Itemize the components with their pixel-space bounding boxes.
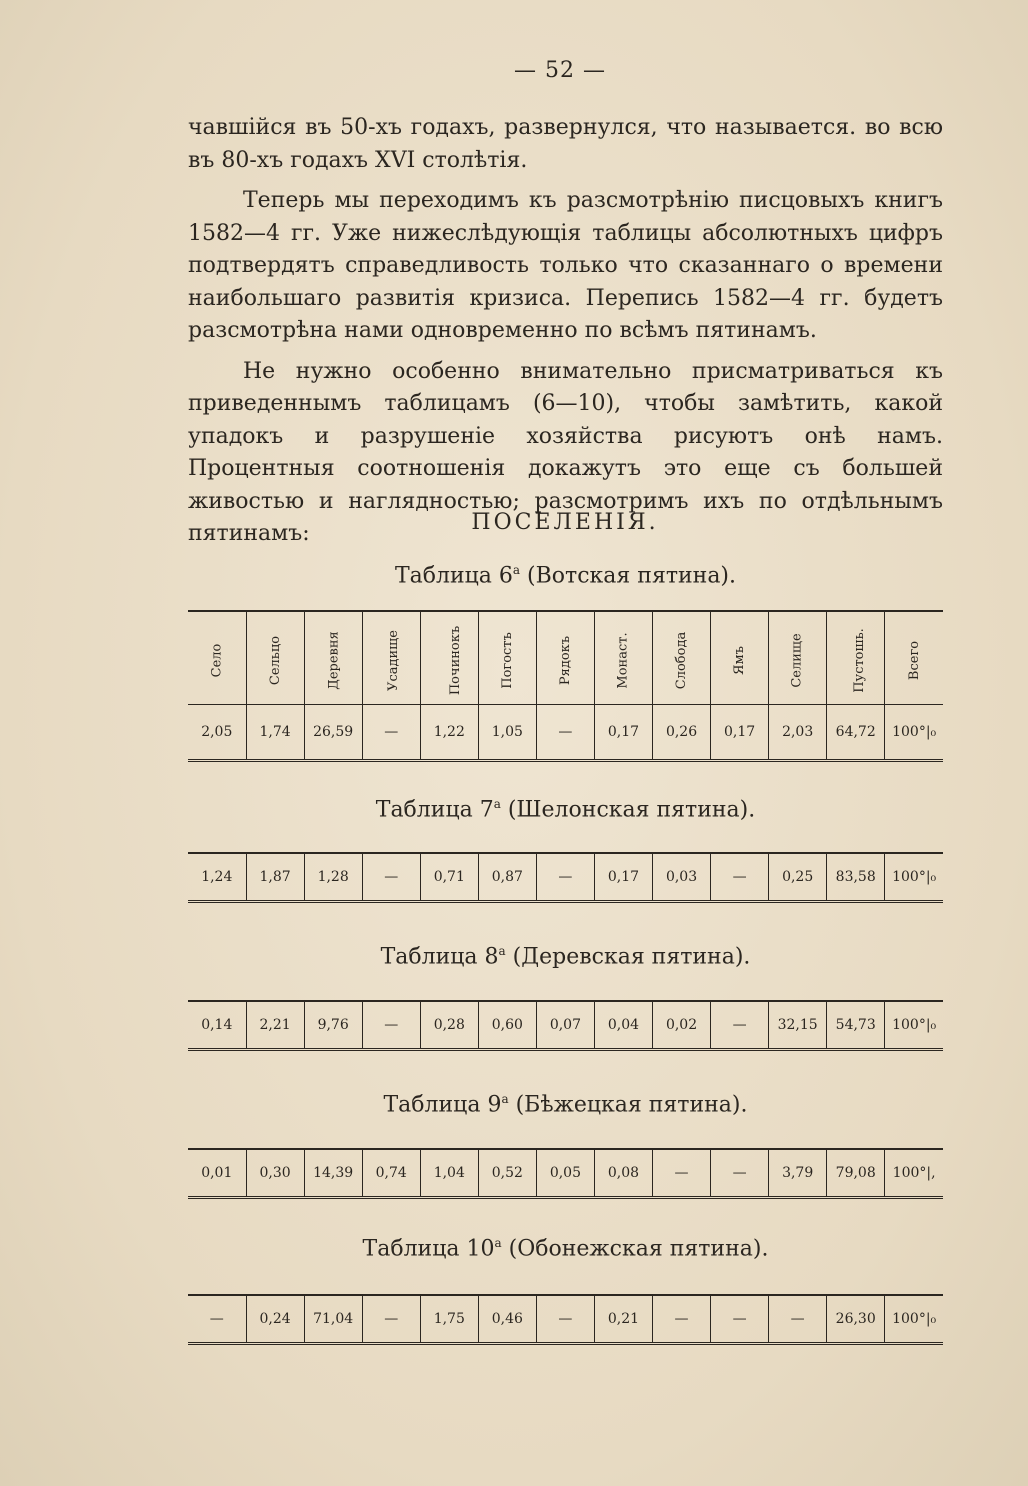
- table-cell: 1,75: [420, 1295, 478, 1344]
- table-cell: 0,03: [653, 853, 711, 902]
- caption-prefix: Таблица: [362, 1236, 467, 1262]
- col-header: Погостъ: [478, 611, 536, 705]
- table-cell: 0,05: [536, 1149, 594, 1198]
- table-cell: 100°|₀: [885, 1295, 943, 1344]
- col-header: Ямъ: [711, 611, 769, 705]
- paragraph-2: Теперь мы переходимъ къ разсмотрѣнію писцовыхъ книгъ 1582—4 гг. Уже нижеслѣдующія таблицы абсолютныхъ цифръ подтвердятъ справедливость только что сказаннаго о времени наибольшаго развитія кризиса. Перепись 1582—4 гг. будетъ разсмотрѣна нами одновременно по всѣмъ пятинамъ.: [188, 188, 943, 343]
- table-cell: —: [362, 705, 420, 761]
- table-6-caption: [188, 563, 943, 588]
- table-cell: 71,04: [304, 1295, 362, 1344]
- col-header: Усадище: [362, 611, 420, 705]
- table-title: (Вотская пятина).: [520, 563, 737, 589]
- table-cell: —: [711, 1149, 769, 1198]
- table-cell: 0,14: [188, 1001, 246, 1050]
- table-cell: —: [536, 1295, 594, 1344]
- col-header: Всего: [885, 611, 943, 705]
- table-cell: 1,28: [304, 853, 362, 902]
- table-7: [188, 852, 943, 903]
- table-cell: 26,59: [304, 705, 362, 761]
- table-cell: —: [653, 1295, 711, 1344]
- table-row: [188, 853, 943, 902]
- table-cell: —: [711, 1001, 769, 1050]
- table-cell: 79,08: [827, 1149, 885, 1198]
- table-cell: 83,58: [827, 853, 885, 902]
- table-9-caption: [188, 1092, 943, 1117]
- table-7-caption: [188, 797, 943, 822]
- table-cell: —: [536, 705, 594, 761]
- table-cell: 1,22: [420, 705, 478, 761]
- page-number: — 52 —: [514, 58, 606, 83]
- col-header: Рядокъ: [536, 611, 594, 705]
- table-cell: 0,28: [420, 1001, 478, 1050]
- caption-prefix: Таблица: [394, 563, 499, 589]
- table-cell: 2,03: [769, 705, 827, 761]
- table-cell: 0,71: [420, 853, 478, 902]
- table-cell: 3,79: [769, 1149, 827, 1198]
- table-cell: 0,08: [594, 1149, 652, 1198]
- table-row: [188, 1149, 943, 1198]
- table-cell: 2,21: [246, 1001, 304, 1050]
- table-10-caption: [188, 1236, 943, 1261]
- table-cell: 64,72: [827, 705, 885, 761]
- table-cell: —: [536, 853, 594, 902]
- table-cell: 0,24: [246, 1295, 304, 1344]
- table-cell: 0,02: [653, 1001, 711, 1050]
- caption-prefix: Таблица: [375, 797, 480, 823]
- table-cell: 0,04: [594, 1001, 652, 1050]
- table-cell: 2,05: [188, 705, 246, 761]
- col-header: Село: [188, 611, 246, 705]
- table-cell: 0,17: [711, 705, 769, 761]
- table-cell: 0,21: [594, 1295, 652, 1344]
- table-cell: —: [769, 1295, 827, 1344]
- table-number: 7: [479, 797, 494, 823]
- table-cell: 0,01: [188, 1149, 246, 1198]
- table-cell: 9,76: [304, 1001, 362, 1050]
- table-title: (Шелонская пятина).: [500, 797, 756, 823]
- col-header: Пустошь.: [827, 611, 885, 705]
- table-10: [188, 1294, 943, 1345]
- table-cell: 100°|,: [885, 1149, 943, 1198]
- table-row: [188, 1295, 943, 1344]
- table-cell: 0,17: [594, 705, 652, 761]
- table-number-sup: а: [501, 1092, 509, 1106]
- table-cell: 14,39: [304, 1149, 362, 1198]
- table-number: 9: [487, 1092, 502, 1118]
- table-cell: 100°|₀: [885, 705, 943, 761]
- col-header: Деревня: [304, 611, 362, 705]
- table-title: (Обонежская пятина).: [501, 1236, 769, 1262]
- table-row: [188, 705, 943, 761]
- col-header: Сельцо: [246, 611, 304, 705]
- caption-prefix: Таблица: [383, 1092, 488, 1118]
- table-cell: 26,30: [827, 1295, 885, 1344]
- col-header: Починокъ: [420, 611, 478, 705]
- table-cell: 32,15: [769, 1001, 827, 1050]
- table-cell: 0,46: [478, 1295, 536, 1344]
- table-header-row: [188, 611, 943, 705]
- table-cell: —: [711, 853, 769, 902]
- table-cell: —: [362, 853, 420, 902]
- table-number: 8: [484, 944, 499, 970]
- table-8: [188, 1000, 943, 1051]
- table-cell: 1,04: [420, 1149, 478, 1198]
- body-text: [188, 112, 943, 551]
- table-cell: 0,60: [478, 1001, 536, 1050]
- col-header: Селище: [769, 611, 827, 705]
- table-cell: 0,30: [246, 1149, 304, 1198]
- table-6: [188, 610, 943, 762]
- table-8-caption: [188, 944, 943, 969]
- table-cell: 0,07: [536, 1001, 594, 1050]
- table-cell: 100°|₀: [885, 1001, 943, 1050]
- table-number-sup: а: [494, 1236, 502, 1250]
- table-number: 6: [498, 563, 513, 589]
- table-cell: —: [711, 1295, 769, 1344]
- paragraph-1: чавшійся въ 50-хъ годахъ, развернулся, что называется. во всю въ 80-хъ годахъ XVI столѣтія.: [188, 115, 943, 173]
- table-cell: —: [188, 1295, 246, 1344]
- table-cell: 1,74: [246, 705, 304, 761]
- table-cell: 0,25: [769, 853, 827, 902]
- table-number-sup: а: [512, 563, 521, 577]
- section-title: ПОСЕЛЕНІЯ.: [471, 510, 659, 535]
- table-cell: 0,26: [653, 705, 711, 761]
- col-header: Слобода: [653, 611, 711, 705]
- col-header: Монаст.: [594, 611, 652, 705]
- table-number-sup: а: [498, 944, 506, 958]
- table-cell: 0,87: [478, 853, 536, 902]
- table-title: (Бѣжецкая пятина).: [508, 1092, 748, 1118]
- table-number-sup: а: [493, 797, 501, 811]
- table-cell: 0,74: [362, 1149, 420, 1198]
- table-cell: 54,73: [827, 1001, 885, 1050]
- table-cell: 1,87: [246, 853, 304, 902]
- table-cell: 0,17: [594, 853, 652, 902]
- table-title: (Деревская пятина).: [505, 944, 751, 970]
- table-cell: —: [362, 1295, 420, 1344]
- table-number: 10: [466, 1236, 495, 1262]
- table-9: [188, 1148, 943, 1199]
- table-cell: 1,24: [188, 853, 246, 902]
- table-cell: 0,52: [478, 1149, 536, 1198]
- table-cell: —: [653, 1149, 711, 1198]
- caption-prefix: Таблица: [380, 944, 485, 970]
- paragraph-3: Не нужно особенно внимательно присматриваться къ приведеннымъ таблицамъ (6—10), чтобы замѣтить, какой упадокъ и разрушеніе хозяйства рисуютъ онѣ намъ. Процентныя соотношенія докажутъ это еще съ большей живостью и наглядностью; разсмотримъ ихъ по отдѣльнымъ пятинамъ:: [188, 358, 943, 546]
- table-cell: 100°|₀: [885, 853, 943, 902]
- table-row: [188, 1001, 943, 1050]
- table-cell: 1,05: [478, 705, 536, 761]
- table-cell: —: [362, 1001, 420, 1050]
